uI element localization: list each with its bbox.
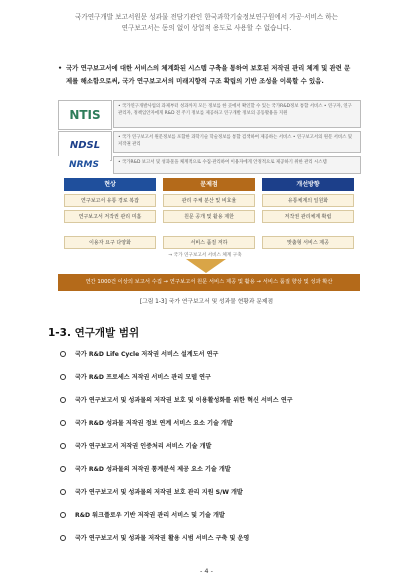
- list-item: [60, 395, 293, 404]
- table-cell: 맞춤형 서비스 제공: [262, 236, 354, 249]
- nrms-logo-text: NRMS: [69, 160, 99, 170]
- table-cell: 서비스 품질 저하: [163, 236, 255, 249]
- list-item: [60, 441, 211, 450]
- table-cell: 이용자 요구 다양화: [64, 236, 156, 249]
- circle-bullet-icon: [60, 466, 66, 472]
- header-status: 현상: [64, 178, 156, 191]
- list-item: [60, 533, 249, 542]
- circle-bullet-icon: [60, 489, 66, 495]
- section-title: 1-3. 연구개발 범위: [48, 327, 140, 339]
- circle-bullet-icon: [60, 374, 66, 380]
- list-item-text: 국가 연구보고서 및 성과물 저작권 활용 시범 서비스 구축 및 운영: [75, 535, 250, 542]
- notice-line-1: 국가연구개발 보고서원문 성과물 전담기관인 한국과학기술정보연구원에서 가공·서비스 하는: [74, 13, 339, 21]
- page-number: - 4 -: [200, 567, 213, 575]
- nrms-logo: [58, 156, 110, 174]
- circle-bullet-icon: [60, 443, 66, 449]
- header-problem: 문제점: [163, 178, 255, 191]
- table-cell: 유통체계의 일원화: [262, 194, 354, 207]
- list-item-text: 국가 연구보고서 및 성과물의 저작권 보호 관리 지원 S/W 개발: [75, 489, 243, 496]
- list-item-text: 국가 연구보고서 저작권 인증처리 서비스 기술 개발: [75, 443, 212, 450]
- list-item: [60, 372, 211, 381]
- notice-line-2: 연구보고서는 동의 없이 상업적 용도로 사용할 수 없습니다.: [121, 24, 292, 32]
- circle-bullet-icon: [60, 420, 66, 426]
- list-item-text: 국가 R&D 프로세스 저작권 서비스 관리 모델 연구: [75, 374, 211, 381]
- list-item-text: 국가 R&D 성과물 저작권 정보 연계 서비스 요소 기술 개발: [75, 420, 233, 427]
- list-item: [60, 464, 231, 473]
- table-cell: 연구보고서 저작권 관리 미흡: [64, 210, 156, 223]
- circle-bullet-icon: [60, 351, 66, 357]
- ndsl-logo-text: NDSL: [69, 140, 101, 151]
- figure-caption: [그림 1-3] 국가 연구보고서 및 성과물 현황과 문제점: [139, 299, 274, 305]
- table-cell: 저작권 관리체계 확립: [262, 210, 354, 223]
- ntis-logo-text: NTIS: [69, 108, 101, 122]
- table-arrow-note: → 국가 연구보고서 서비스 체계 구축: [168, 253, 242, 258]
- bullet-marker: •: [58, 64, 63, 72]
- copyright-notice: [0, 12, 413, 34]
- list-item: [60, 418, 233, 427]
- table-cell: 연구보고서 유통 경로 복잡: [64, 194, 156, 207]
- table-cell: 관리 주체 분산 및 비효율: [163, 194, 255, 207]
- table-cell: 원문 공개 및 활용 제한: [163, 210, 255, 223]
- circle-bullet-icon: [60, 512, 66, 518]
- ntis-logo: [58, 100, 112, 130]
- ndsl-description: • 국가 연구보고서 원문정보를 포함한 과학기술 학술정보를 통합 검색하여 제공하는 서비스 • 연구보고서의 원문 서비스 및 저작권 관리: [113, 131, 361, 153]
- list-item: [60, 510, 225, 519]
- ntis-description: • 국가연구개발사업의 과제부터 성과까지 모든 정보를 한 곳에서 확인할 수 있는 국가R&D정보 통합 서비스 • 연구자, 연구관리자, 정책입안자에게 R&D 전 주기 정보를 제공하고 연구개발 정보의 공동활용을 지원: [113, 100, 361, 128]
- down-arrow-icon: [186, 259, 226, 273]
- list-item-text: 국가 연구보고서 및 성과물의 저작권 보호 및 이용활성화를 위한 혁신 서비스 연구: [75, 397, 293, 404]
- summary-text: 국가 연구보고서에 대한 서비스의 체계화된 시스템 구축을 통하여 보호된 저작권 관리 체계 및 관련 문제를 해소함으로써, 국가 연구보고서의 미래지향적 구조 확립의 기반 조성을 이룩할 수 있음.: [66, 64, 351, 85]
- header-improvement: 개선방향: [262, 178, 354, 191]
- circle-bullet-icon: [60, 397, 66, 403]
- circle-bullet-icon: [60, 535, 66, 541]
- list-item: [60, 349, 218, 358]
- nrms-description: • 국가R&D 보고서 및 성과물을 체계적으로 수집·관리하여 이용자에게 안정적으로 제공하기 위한 관리 시스템: [113, 156, 361, 174]
- list-item-text: R&D 워크플로우 기반 저작권 관리 서비스 및 기술 개발: [75, 512, 225, 519]
- list-item: [60, 487, 243, 496]
- list-item-text: 국가 R&D 성과물의 저작권 통계분석 제공 요소 기술 개발: [75, 466, 231, 473]
- summary-paragraph: [58, 62, 356, 88]
- summary-banner: 연간 1000건 이상의 보고서 수집 → 연구보고서 원문 서비스 제공 및 활용 → 서비스 품질 향상 및 성과 확산: [58, 274, 360, 291]
- list-item-text: 국가 R&D Life Cycle 저작권 서비스 설계도서 연구: [75, 351, 219, 358]
